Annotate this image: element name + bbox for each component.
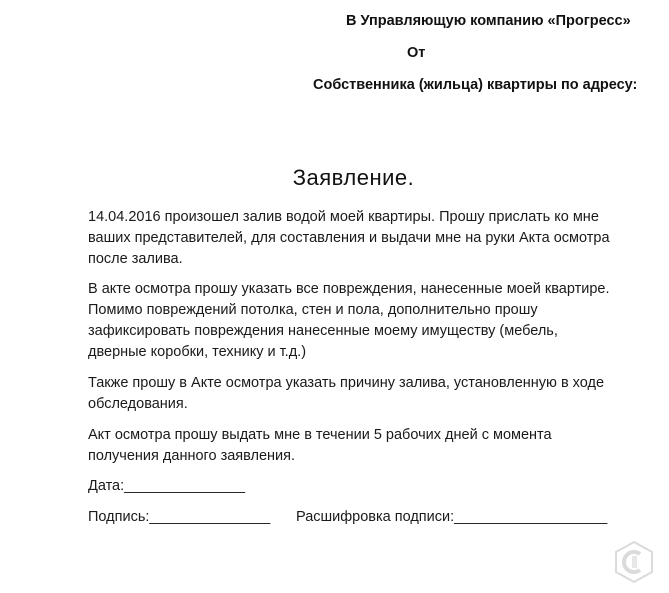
paragraph-deadline — [88, 425, 648, 467]
logo-watermark-icon — [612, 540, 656, 584]
paragraph-line: Акт осмотра прошу выдать мне в течении 5 рабочих дней с момента — [88, 427, 552, 443]
paragraph-line: после залива. — [88, 251, 183, 267]
paragraph-damages — [88, 279, 648, 363]
date-field: Дата:_______________ — [88, 478, 246, 494]
document-title: Заявление. — [292, 165, 415, 190]
recipient-line: В Управляющую компанию «Прогресс» — [346, 13, 631, 29]
paragraph-line: дверные коробки, технику и т.д.) — [88, 344, 307, 360]
paragraph-line: получения данного заявления. — [88, 448, 296, 464]
document-title-wrap — [0, 165, 669, 191]
paragraph-line: Помимо повреждений потолка, стен и пола, дополнительно прошу — [88, 302, 538, 318]
paragraph-cause — [88, 373, 648, 415]
paragraph-line: зафиксировать повреждения нанесенные моему имуществу (мебель, — [88, 323, 558, 339]
paragraph-line: обследования. — [88, 396, 188, 412]
from-line: От — [407, 45, 426, 61]
paragraph-line: 14.04.2016 произошел залив водой моей квартиры. Прошу прислать ко мне — [88, 209, 599, 225]
paragraph-line: В акте осмотра прошу указать все повреждения, нанесенные моей квартире. — [88, 281, 610, 297]
owner-address-line: Собственника (жильца) квартиры по адресу: — [313, 77, 638, 93]
signature-decode-field: Расшифровка подписи:___________________ — [296, 509, 608, 525]
paragraph-line: ваших представителей, для составления и выдачи мне на руки Акта осмотра — [88, 230, 610, 246]
signature-field: Подпись:_______________ — [88, 509, 271, 525]
paragraph-line: Также прошу в Акте осмотра указать причину залива, установленную в ходе — [88, 375, 605, 391]
paragraph-incident — [88, 207, 648, 270]
